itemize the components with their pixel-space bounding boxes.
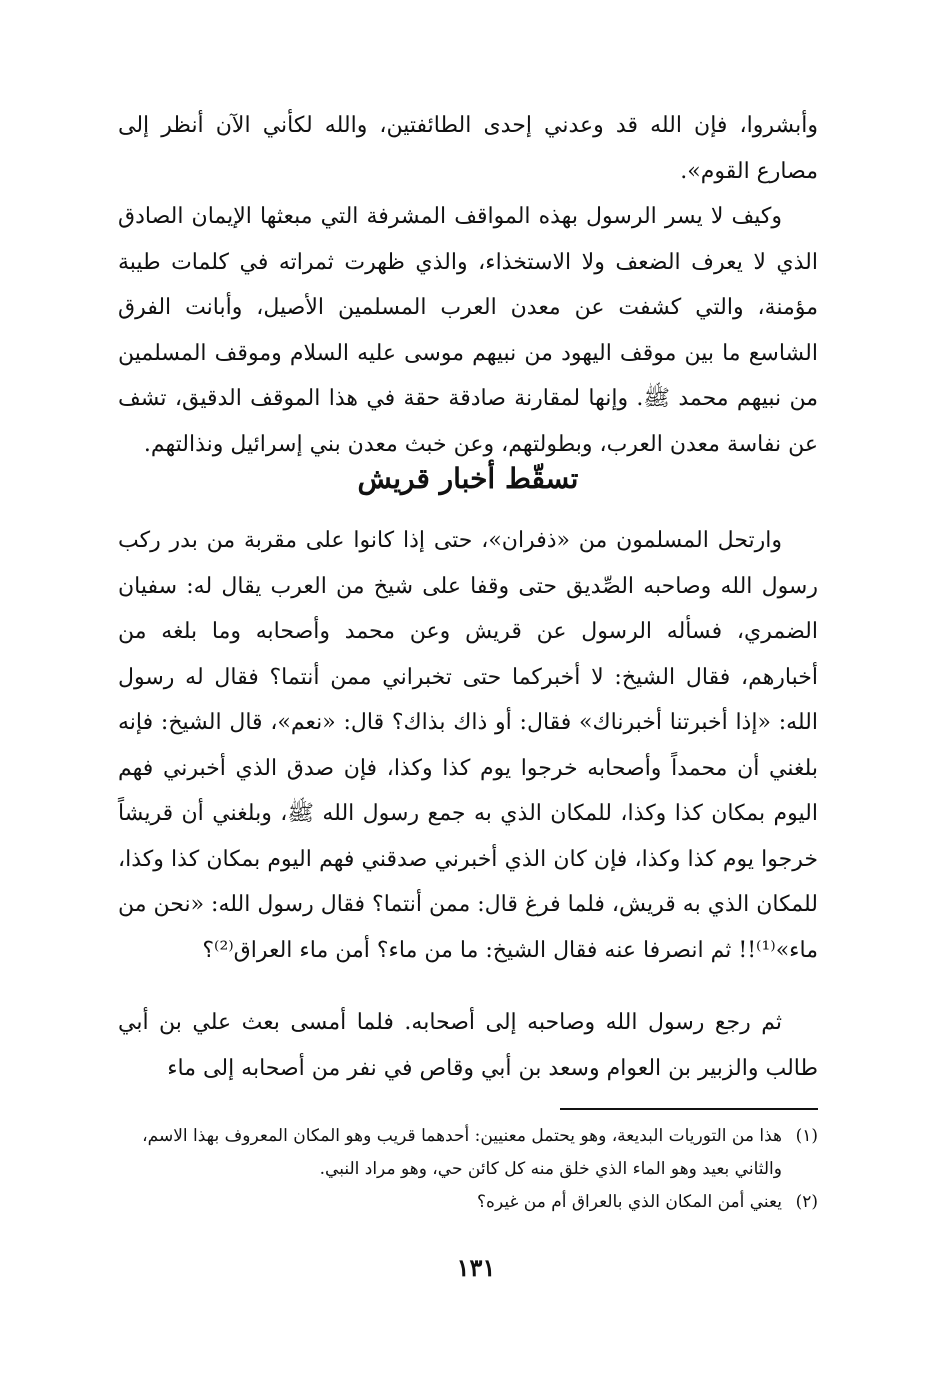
paragraph-3: [118, 518, 818, 973]
paragraph-2-text: وكيف لا يسر الرسول بهذه المواقف المشرفة التي مبعثها الإيمان الصادق الذي لا يعرف الضعف ولا الاستخذاء، والذي ظهرت ثمراته في كلمات طيبة مؤمنة، والتي كشفت عن معدن العرب المسلمين الأصيل، وأبانت الفرق الشاسع ما بين موقف اليهود من نبيهم موسى عليه السلام وموقف المسلمين من نبيهم محمد ﷺ. وإنها لمقارنة صادقة حقة في هذا الموقف الدقيق، تشف عن نفاسة معدن العرب، وبطولتهم، وعن خبث معدن بني إسرائيل ونذالتهم.: [118, 204, 818, 457]
footnote-2-text: يعني أمن المكان الذي بالعراق أم من غيره؟: [477, 1192, 782, 1212]
footnote-1-text: هذا من التوريات البديعة، وهو يحتمل معنيين: أحدهما قريب وهو المكان المعروف بهذا الاسم، والثاني بعيد وهو الماء الذي خلق منه كل كائن حي، وهو مراد النبي.: [142, 1126, 782, 1179]
footnote-2-number: (٢): [795, 1192, 818, 1212]
paragraph-4-text: ثم رجع رسول الله وصاحبه إلى أصحابه. فلما أمسى بعث علي بن أبي طالب والزبير بن العوام وسعد بن أبي وقاص في نفر من أصحابه إلى ماء: [118, 1010, 818, 1081]
page-number: ١٣١: [456, 1253, 496, 1282]
footnote-2: [118, 1186, 818, 1219]
section-heading: تسقّط أخبار قريش: [357, 462, 579, 495]
paragraph-1: [118, 103, 818, 194]
footnote-1: [118, 1120, 818, 1186]
paragraph-3-text: وارتحل المسلمون من «ذفران»، حتى إذا كانوا على مقربة من بدر ركب رسول الله وصاحبه الصِّديق حتى وقفا على شيخ من العرب يقال له: سفيان الضمري، فسأله الرسول عن قريش وعن محمد وأصحابه وما بلغه من أخبارهم، فقال الشيخ: لا أخبركما حتى تخبراني ممن أنتما؟ فقال له رسول الله: «إذا أخبرتنا أخبرناك» فقال: أو ذاك بذاك؟ قال: «نعم»، قال الشيخ: فإنه بلغني أن محمداً وأصحابه خرجوا يوم كذا وكذا، فإن صدق الذي أخبرني فهم اليوم بمكان كذا وكذا، للمكان الذي به جمع رسول الله ﷺ، وبلغني أن قريشاً خرجوا يوم كذا وكذا، فإن كان الذي أخبرني صدقني فهم اليوم بمكان كذا وكذا، للمكان الذي به قريش، فلما فرغ قال: ممن أنتما؟ فقال رسول الله: «نحن من ماء»⁽¹⁾!! ثم انصرفا عنه فقال الشيخ: ما من ماء؟ أمن ماء العراق⁽²⁾؟: [117, 528, 818, 963]
paragraph-4: [118, 1000, 818, 1091]
footnotes: [118, 1120, 818, 1219]
paragraph-2: [118, 194, 818, 467]
paragraph-1-text: وأبشروا، فإن الله قد وعدني إحدى الطائفتين، والله لكأني الآن أنظر إلى مصارع القوم».: [118, 113, 818, 184]
footnote-divider: [560, 1108, 818, 1110]
footnote-1-number: (١): [795, 1126, 818, 1146]
